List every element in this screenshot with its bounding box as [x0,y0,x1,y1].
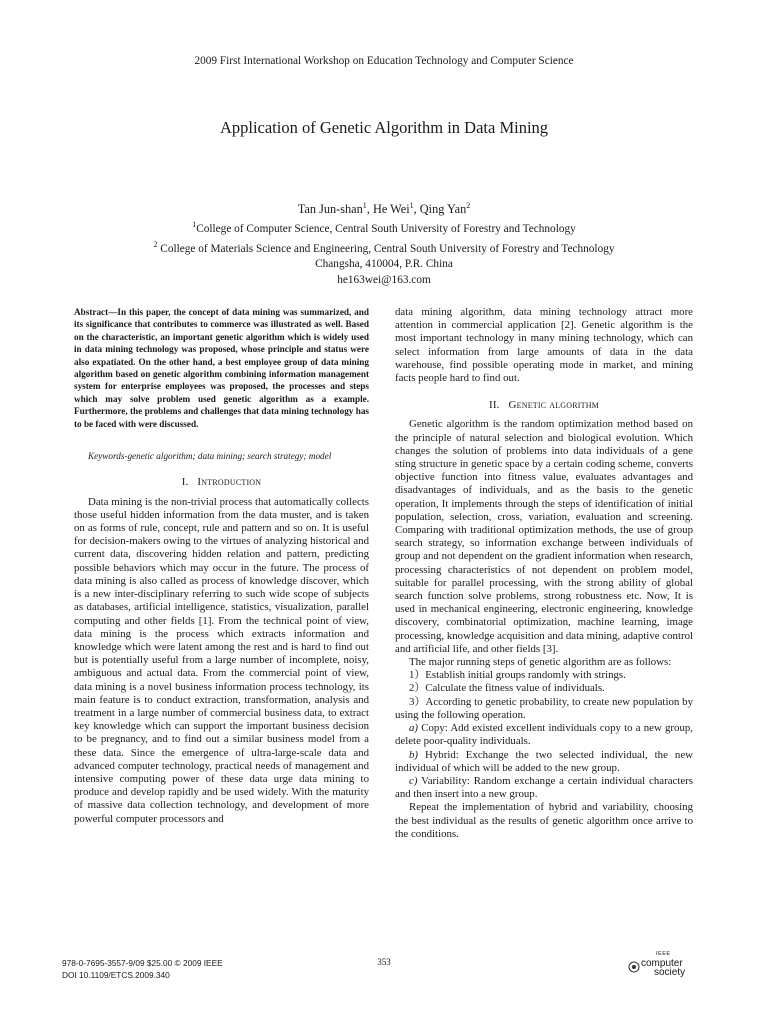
logo-mark-icon [628,961,640,973]
substep-item: c) Variability: Random exchange a certain individual characters and then insert into a new group. [395,774,693,801]
substep-item: b) Hybrid: Exchange the two selected individual, the new individual of which will be added to the new group. [395,748,693,774]
isbn-line: 978-0-7695-3557-9/09 $25.00 © 2009 IEEE [62,958,223,968]
intro-paragraph: Data mining is the non-trivial process that automatically collects those useful hidden information from the data muster, and is taken on as forms of rule, concept, rule and pattern and so on. It is useful for decision-makers owing to the virtues of analyzing historical and current data, discovering hidden relation and pattern, predicting possible behaviors which may occur in the future. The process of data mining is also called as process of knowledge discover, which is a new inter-disciplinary referring to such wide scope of subjects as databases, artificial intelligence, statistics, visualization, parallel computing and other fields [1]. From the technical point of view, data mining is the process which extracts information and knowledge which were latent among the rest and is hard to find out but is potentially useful from a large number of incomplete, noisy, ambiguous and actual data. From the commercial point of view, data mining is a novel business information process technology, its main feature is to conduct extraction, transformation, analysis and treatment in a large number of commercial business data, to extract key knowledge which can support the important business decision to be pregnancy, and to find out a similar business model from a these data. Since the emergence of ultra-large-scale data and advanced computer technology, practical needs of management and intensive computing power of these data urge data mining to produce and develop rapidly and be used widely. With the maturity of massive data collection technology, and development of more powerful computer processors and [74,495,369,825]
step-item: 2）Calculate the fitness value of individuals. [409,682,605,695]
abstract: Abstract—In this paper, the concept of data mining was summarized, and its significance that contributes to commerce was illustrated as well. Based on the characteristic, an important genetic algorithm which is widely used in data mining technology was proposed, whose principle and status were also expatiated. On the other hand, a best employee group of data mining algorithm based on genetic algorithm combining information management system for enterprise employees was proposed, the processes and steps which may solve problem used genetic algorithm as a example. Furthermore, the problems and challenges that data mining technology has to be faced with were discussed. [74,307,369,429]
right-column [395,306,693,841]
affiliation: $^1$College of Computer Science, Central South University of Forestry and Technology [192,220,576,235]
address: Changsha, 410004, P.R. China [315,258,453,271]
affiliation: $^2$ College of Materials Science and Engineering, Central South University of Forestry and Technology [153,240,615,255]
section-heading-genetic-algorithm: II. Genetic algorithm [488,399,600,412]
keywords: Keywords-genetic algorithm; data mining; search strategy; model [88,451,332,462]
author-name: He Wei [372,202,410,217]
section-heading-introduction: I. Introduction [181,476,262,489]
intro-continuation: data mining algorithm, data mining technology attract more attention in commercial application [2]. Genetic algorithm is the most important technology in many mining technology, which can select information from large amounts of data in the data warehouse, find possible operating mode in market, and mining facts people hard to find out. [395,306,693,385]
ga-paragraph: Genetic algorithm is the random optimization method based on the principle of natural selection and biological evolution. Which changes the solution of problems into data individuals of a gene sting structure in genetic space by a certain coding scheme, converts objective function into fitness value, evaluates advantages and disadvantages of individuals, and as the basis to the genetic operation, It implements through the steps of identification of initial population, selection, cross, variation, evaluation and screening. Comparing with traditional optimization methods, the use of group search strategy, so information exchange between individuals of group and not dependent on the gradient information when research, processing characteristics of not dependent on problem model, suitable for parallel processing, with the strong ability of global search function solve problems, strong robustness etc. Now, It is used in mechanical engineering, electronic engineering, knowledge discovery, combinatorial optimization, machine learning, image processing, knowledge acquisition and data mining, adaptive control and artificial life, and other fields [3]. [395,418,693,655]
ieee-computer-society-logo: IEEE computer society [628,951,698,981]
doi-line: DOI 10.1109/ETCS.2009.340 [62,970,170,980]
paper-title: Application of Genetic Algorithm in Data Mining [219,118,549,137]
steps-intro: The major running steps of genetic algorithm are as follows: [409,656,672,669]
step-item: 1）Establish initial groups randomly with strings. [409,669,626,682]
repeat-paragraph: Repeat the implementation of hybrid and variability, choosing the best individual as the results of genetic algorithm once arrive to the conditions. [395,801,693,840]
page-number: 353 [377,957,391,967]
substep-item: a) Copy: Add existed excellent individuals copy to a new group, delete poor-quality individuals. [395,722,693,748]
conference-header: 2009 First International Workshop on Education Technology and Computer Science [194,55,574,67]
author-name: Qing Yan [419,202,467,217]
author-block [0,198,768,288]
step-item: 3）According to genetic probability, to create new population by using the following operation. [395,695,693,721]
email: he163wei@163.com [337,273,431,286]
left-column [74,306,369,826]
author-name: Tan Jun-shan [297,202,363,217]
author-list: Tan Jun-shan$^1$, He Wei$^1$, Qing Yan$^2$ [297,201,471,217]
